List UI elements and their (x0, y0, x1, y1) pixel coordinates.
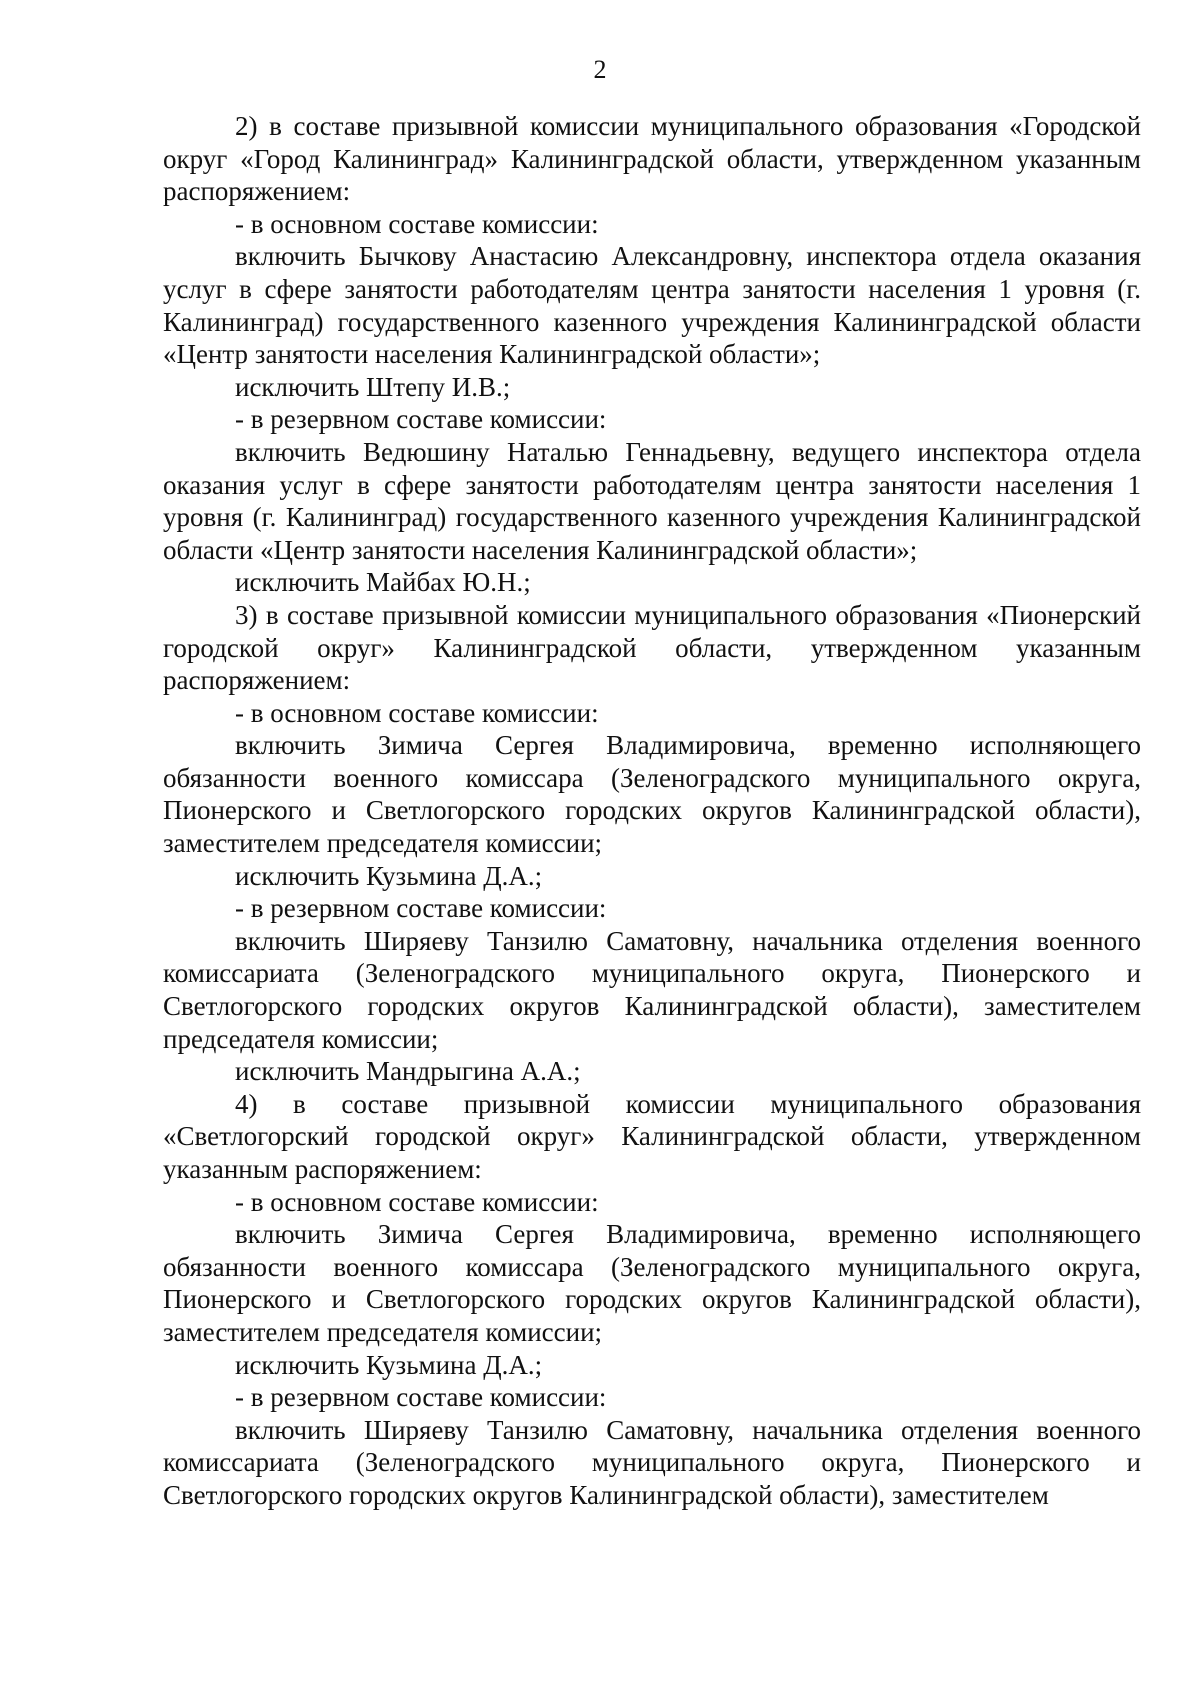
page-number: 2 (593, 55, 607, 84)
paragraph: включить Зимича Сергея Владимировича, временно исполняющего обязанности военного комиссара (Зеленоградского муниципального округа, Пионерского и Светлогорского городских округов Калининградской области), заместителем председателя комиссии; (163, 730, 1141, 859)
paragraph: включить Ведюшину Наталью Геннадьевну, ведущего инспектора отдела оказания услуг в сфере занятости работодателям центра занятости населения 1 уровня (г. Калининград) государственного казенного учреждения Калининградской области «Центр занятости населения Калининградской области»; (163, 436, 1141, 565)
paragraph: 2) в составе призывной комиссии муниципального образования «Городской округ «Город Калининград» Калининградской области, утвержденном указанным распоряжением: (163, 111, 1141, 207)
paragraph: исключить Кузьмина Д.А.; (235, 1349, 543, 1380)
paragraph: - в резервном составе комиссии: (235, 404, 607, 435)
paragraph: включить Ширяеву Танзилю Саматовну, начальника отделения военного комиссариата (Зеленоградского муниципального округа, Пионерского и Светлогорского городских округов Калининградской области), заместителем председателя комиссии; (163, 925, 1141, 1054)
paragraph: - в резервном составе комиссии: (235, 1382, 607, 1413)
paragraph: - в основном составе комиссии: (235, 697, 599, 728)
document-body (163, 110, 1141, 1512)
paragraph: - в основном составе комиссии: (235, 1186, 599, 1217)
paragraph: 4) в составе призывной комиссии муниципального образования «Светлогорский городской округ» Калининградской области, утвержденном указанным распоряжением: (163, 1088, 1141, 1184)
paragraph: исключить Штепу И.В.; (235, 371, 511, 402)
paragraph: включить Бычкову Анастасию Александровну, инспектора отдела оказания услуг в сфере занятости работодателям центра занятости населения 1 уровня (г. Калининград) государственного казенного учреждения Калининградской области «Центр занятости населения Калининградской области»; (163, 241, 1141, 370)
paragraph: включить Зимича Сергея Владимировича, временно исполняющего обязанности военного комиссара (Зеленоградского муниципального округа, Пионерского и Светлогорского городских округов Калининградской области), заместителем председателя комиссии; (163, 1219, 1141, 1347)
paragraph: - в резервном составе комиссии: (235, 893, 607, 924)
paragraph: 3) в составе призывной комиссии муниципального образования «Пионерский городской округ» Калининградской области, утвержденном указанным распоряжением: (163, 599, 1141, 696)
paragraph: исключить Майбах Ю.Н.; (235, 567, 531, 598)
paragraph: исключить Мандрыгина А.А.; (235, 1056, 581, 1087)
paragraph: - в основном составе комиссии: (235, 208, 599, 239)
paragraph: включить Ширяеву Танзилю Саматовну, начальника отделения военного комиссариата (Зеленоградского муниципального округа, Пионерского и Светлогорского городских округов Калининградской области), заместителем (163, 1414, 1141, 1510)
paragraph: исключить Кузьмина Д.А.; (235, 860, 543, 891)
